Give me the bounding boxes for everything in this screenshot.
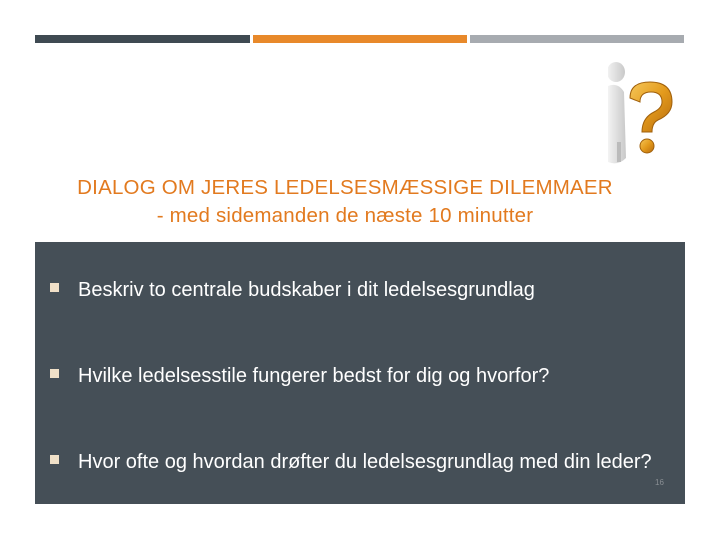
top-bar-grey bbox=[470, 35, 684, 43]
bullet-text: Hvilke ledelsesstile fungerer bedst for dig og hvorfor? bbox=[78, 365, 550, 387]
bullet-text: Beskriv to centrale budskaber i dit ledelsesgrundlag bbox=[78, 279, 535, 301]
bullet-text: Hvor ofte og hvordan drøfter du ledelsesgrundlag med din leder? bbox=[78, 451, 652, 473]
slide-subtitle-line-2: - med sidemanden de næste 10 minutter bbox=[156, 204, 534, 227]
top-bar-orange bbox=[253, 35, 467, 43]
slide-number: 16 bbox=[655, 478, 664, 487]
square-bullet-icon bbox=[50, 369, 59, 378]
question-mark-figure-icon bbox=[608, 58, 684, 170]
top-bar-dark bbox=[35, 35, 250, 43]
square-bullet-icon bbox=[50, 455, 59, 464]
slide-title bbox=[20, 174, 670, 230]
slide-title-line-1: DIALOG OM JERES LEDELSESMÆSSIGE DILEMMAER bbox=[77, 176, 613, 199]
square-bullet-icon bbox=[50, 283, 59, 292]
